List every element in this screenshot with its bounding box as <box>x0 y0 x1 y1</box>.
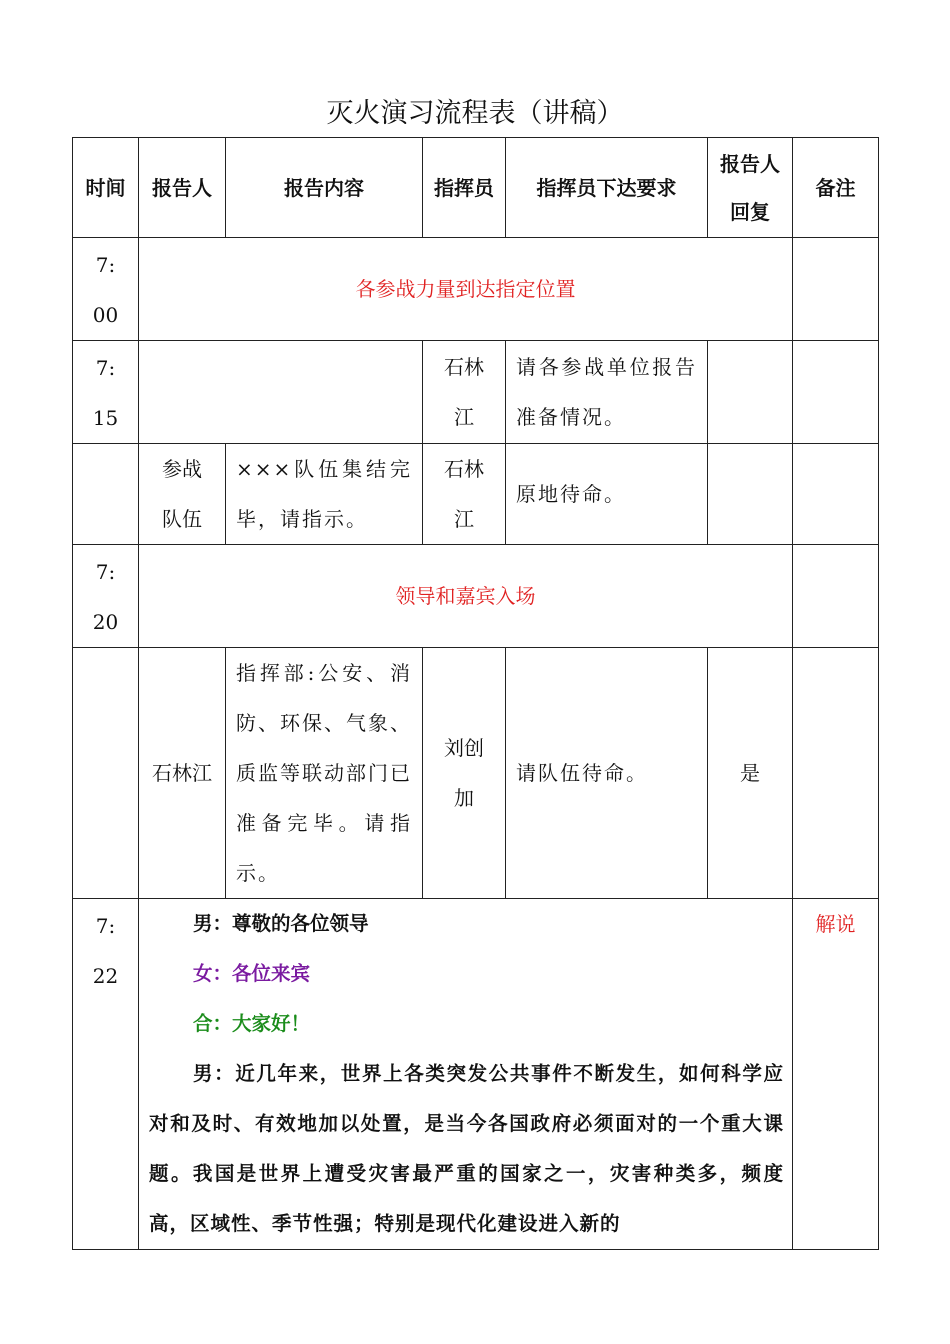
content-cell: ×××队伍集结完毕，请指示。 <box>226 444 423 545</box>
command-cell: 原地待命。 <box>506 444 708 545</box>
header-note: 备注 <box>793 138 879 238</box>
table-row <box>73 238 879 341</box>
commander-line-2: 江 <box>454 507 474 531</box>
commander-cell <box>423 341 506 444</box>
narration-cell <box>139 899 793 1250</box>
narration-female-line: 女：各位来宾 <box>193 962 311 985</box>
commander-line-1: 刘创 <box>444 736 484 760</box>
header-reply-line-2: 回复 <box>730 199 770 224</box>
reporter-cell <box>139 444 226 545</box>
table-row <box>73 899 879 1250</box>
header-reply-line-1: 报告人 <box>720 151 780 176</box>
header-command: 指挥员下达要求 <box>506 138 708 238</box>
time-minute: 15 <box>92 406 119 430</box>
note-cell <box>793 238 879 341</box>
commander-line-2: 加 <box>454 786 474 810</box>
header-reply <box>708 138 793 238</box>
header-time: 时间 <box>73 138 139 238</box>
reply-cell: 是 <box>708 648 793 899</box>
time-cell <box>73 899 139 1250</box>
reporter-line-1: 参战 <box>162 457 202 481</box>
time-minute: 00 <box>92 303 119 327</box>
time-hour: 7: <box>95 560 116 584</box>
reporter-cell: 石林江 <box>139 648 226 899</box>
reply-cell <box>708 341 793 444</box>
header-content: 报告内容 <box>226 138 423 238</box>
table-row <box>73 648 879 899</box>
time-cell <box>73 341 139 444</box>
time-cell <box>73 648 139 899</box>
commander-line-1: 石林 <box>444 457 484 481</box>
time-minute: 22 <box>92 964 119 988</box>
reply-cell <box>708 444 793 545</box>
note-cell: 解说 <box>793 899 879 1250</box>
time-hour: 7: <box>95 253 116 277</box>
commander-line-2: 江 <box>454 405 474 429</box>
time-minute: 20 <box>92 610 119 634</box>
time-cell <box>73 444 139 545</box>
content-cell: 指挥部:公安、消防、环保、气象、质监等联动部门已准备完毕。请指示。 <box>226 648 423 899</box>
commander-cell <box>423 648 506 899</box>
command-cell: 请各参战单位报告准备情况。 <box>506 341 708 444</box>
header-commander: 指挥员 <box>423 138 506 238</box>
empty-report-cell <box>139 341 423 444</box>
narration-together-line: 合：大家好！ <box>193 1012 311 1035</box>
narration-paragraph: 男：近几年来，世界上各类突发公共事件不断发生，如何科学应对和及时、有效地加以处置，是当今各国政府必须面对的一个重大课题。我国是世界上遭受灾害最严重的国家之一，灾害种类多，频度高，区域性、季节性强；特别是现代化建设进入新的 <box>149 1062 784 1235</box>
command-cell: 请队伍待命。 <box>506 648 708 899</box>
note-cell <box>793 545 879 648</box>
table-row <box>73 444 879 545</box>
header-reporter: 报告人 <box>139 138 226 238</box>
commander-cell <box>423 444 506 545</box>
stage-banner: 各参战力量到达指定位置 <box>139 238 793 341</box>
note-cell <box>793 444 879 545</box>
note-cell <box>793 341 879 444</box>
reporter-line-2: 队伍 <box>162 507 202 531</box>
document-title: 灭火演习流程表（讲稿） <box>326 98 624 129</box>
time-cell <box>73 545 139 648</box>
table-header-row <box>73 138 879 238</box>
time-hour: 7: <box>95 356 116 380</box>
time-cell <box>73 238 139 341</box>
note-cell <box>793 648 879 899</box>
table-row <box>73 341 879 444</box>
drill-schedule-table <box>72 137 879 1250</box>
table-row <box>73 545 879 648</box>
time-hour: 7: <box>95 914 116 938</box>
commander-line-1: 石林 <box>444 355 484 379</box>
narration-male-line: 男：尊敬的各位领导 <box>193 912 369 935</box>
stage-banner: 领导和嘉宾入场 <box>139 545 793 648</box>
